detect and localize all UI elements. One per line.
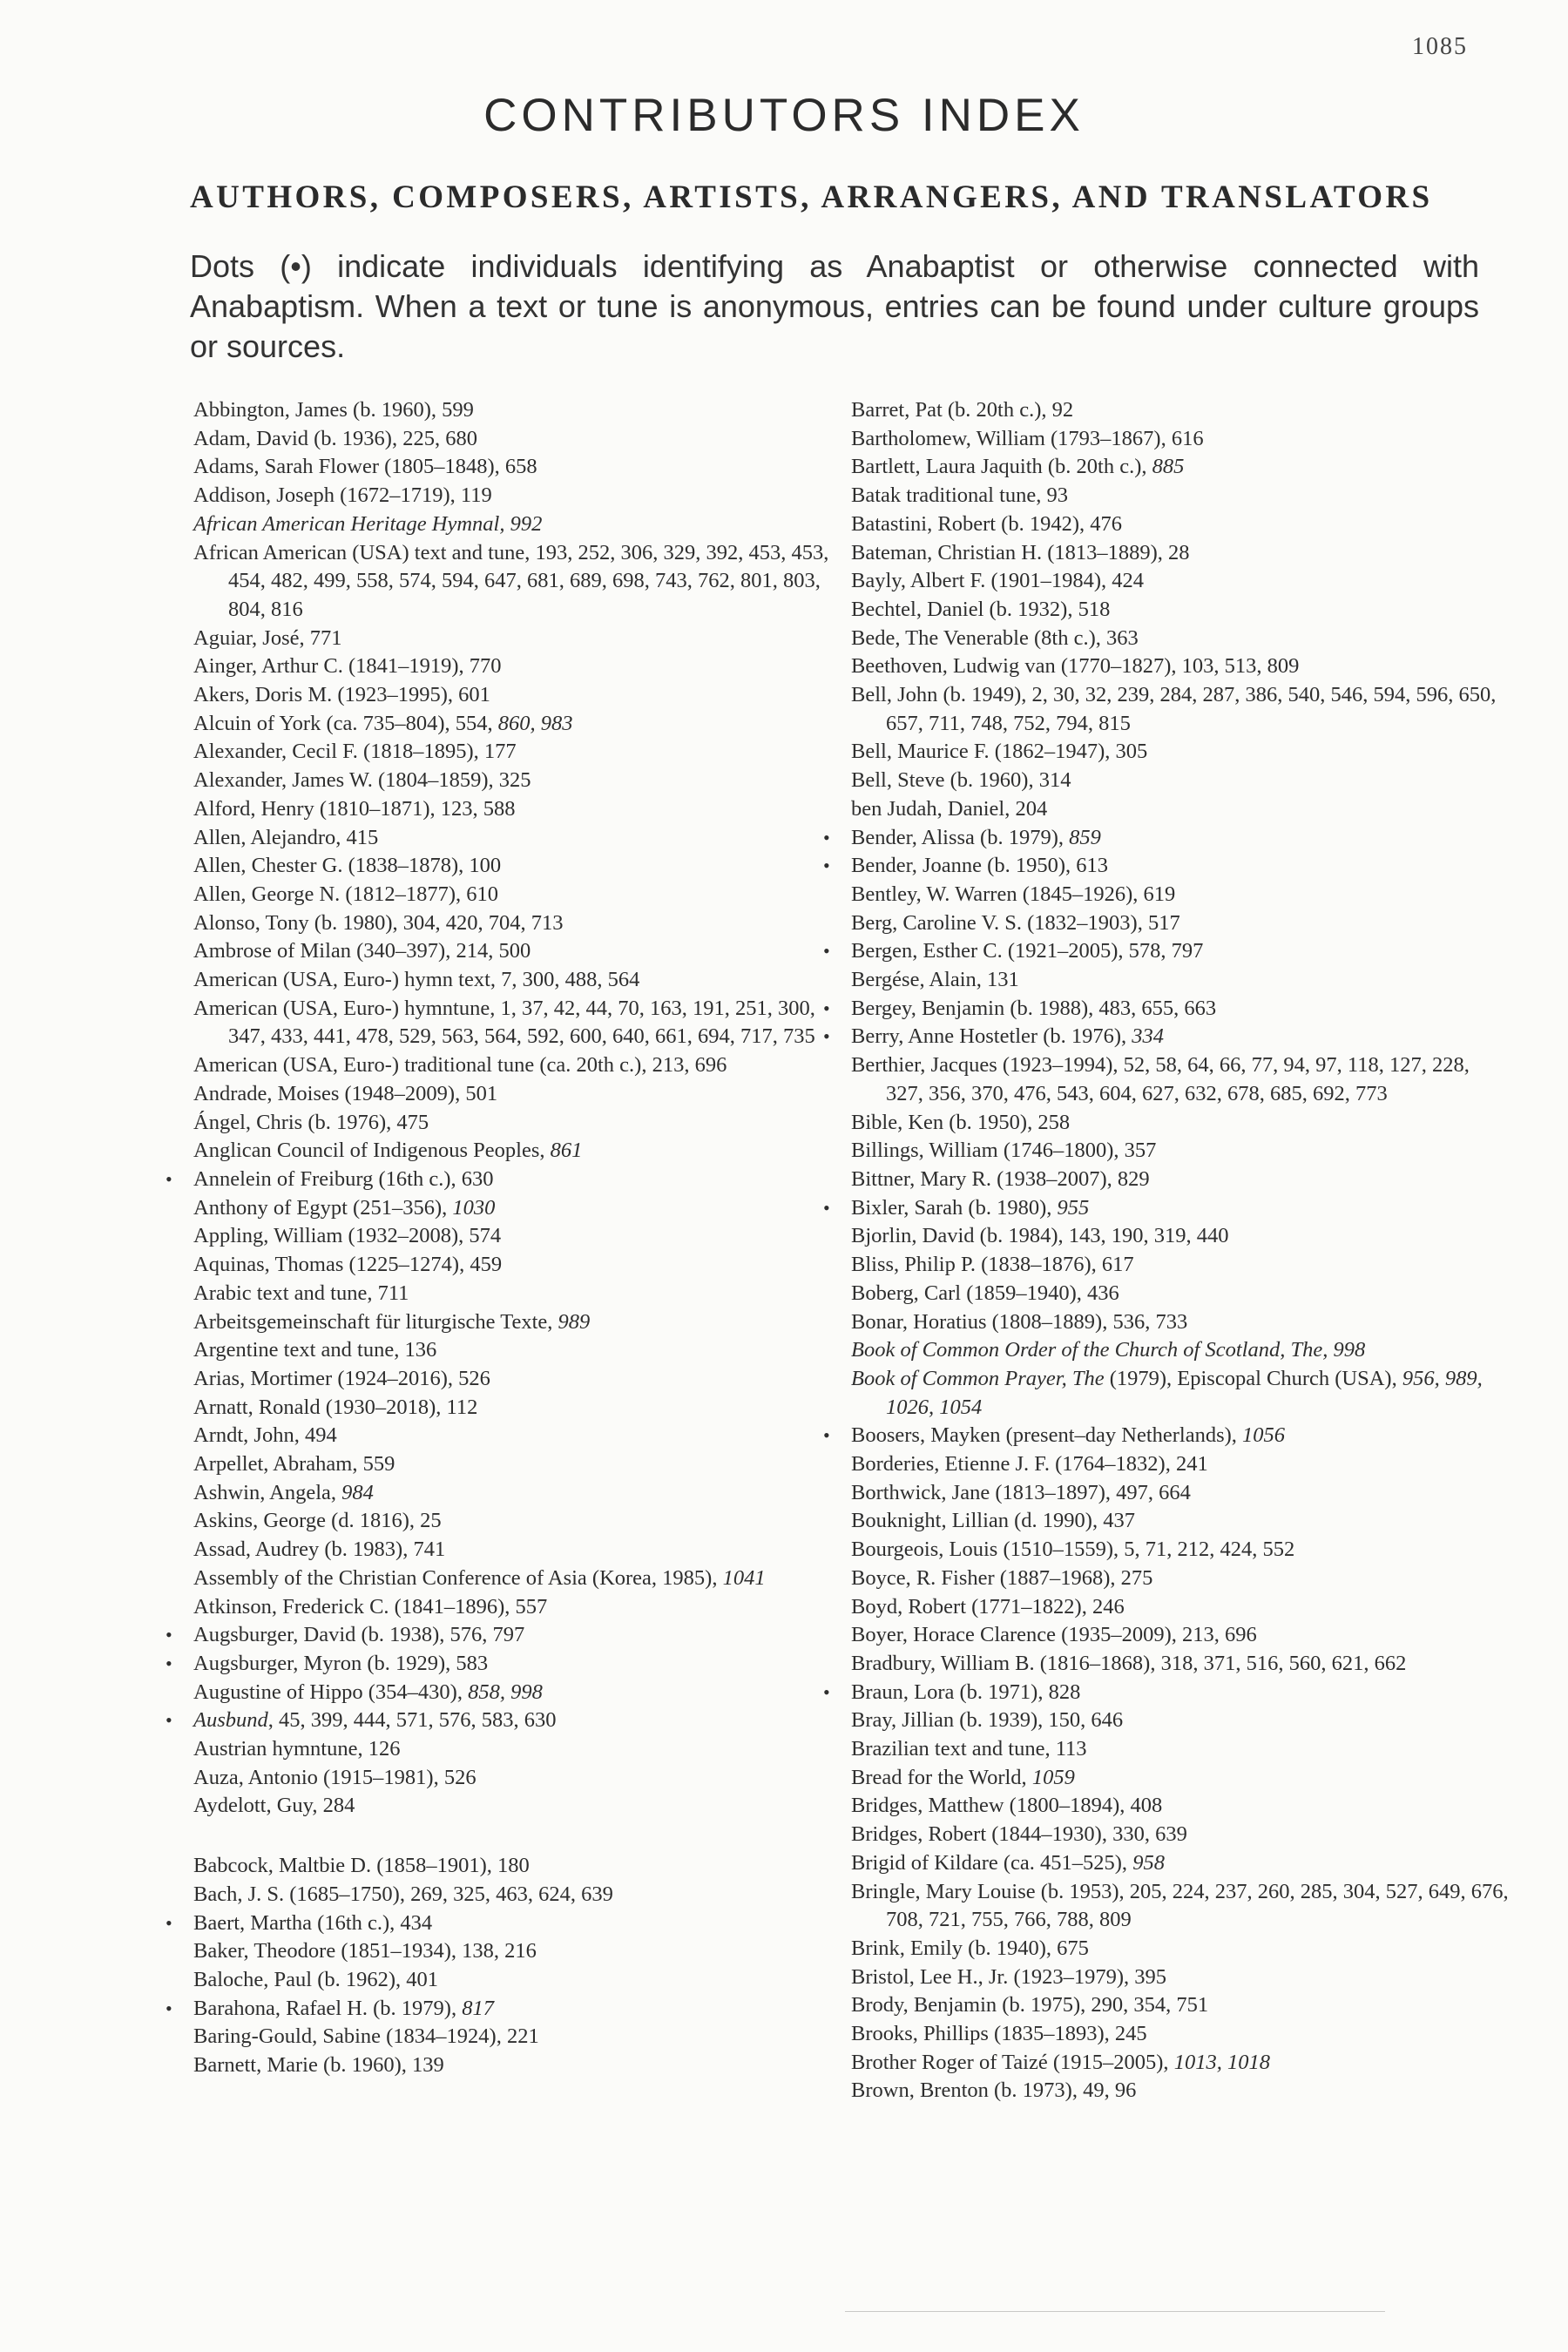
entry-text: Bell, John (b. 1949), 2, 30, 32, 239, 284, 287, 386, 540, 546, 594, 596, 650, 657, 711, 748, 752, 794, 815	[851, 683, 1497, 735]
index-entry	[823, 539, 1511, 568]
entry-text: Boosers, Mayken (present–day Netherlands),	[851, 1423, 1243, 1448]
entry-text: Augsburger, David (b. 1938), 576, 797	[193, 1623, 525, 1647]
entry-text: Ainger, Arthur C. (1841–1919), 770	[193, 654, 502, 679]
entry-text: Bjorlin, David (b. 1984), 143, 190, 319, 440	[851, 1224, 1229, 1248]
entry-page-refs-italic: 885	[1152, 455, 1185, 479]
entry-text: Alford, Henry (1810–1871), 123, 588	[193, 796, 516, 821]
anabaptist-dot-icon: •	[823, 1196, 830, 1219]
index-entry	[823, 1137, 1511, 1166]
entry-text: Baring-Gould, Sabine (1834–1924), 221	[193, 2024, 539, 2049]
entry-text: Baloche, Paul (b. 1962), 401	[193, 1967, 439, 1991]
index-entry	[823, 767, 1511, 795]
anabaptist-dot-icon: •	[166, 1911, 172, 1934]
index-entry	[166, 1308, 854, 1337]
index-entry	[166, 1080, 854, 1109]
index-entry	[166, 1679, 854, 1707]
index-entry	[823, 1450, 1511, 1479]
index-entry	[166, 909, 854, 938]
index-entry	[823, 995, 1511, 1024]
index-entry	[166, 1280, 854, 1308]
index-entry	[823, 1935, 1511, 1963]
index-entry	[166, 1937, 854, 1966]
index-entry	[166, 652, 854, 681]
entry-text: Assad, Audrey (b. 1983), 741	[193, 1538, 446, 1562]
entry-text: Anglican Council of Indigenous Peoples,	[193, 1139, 551, 1163]
entry-text: Boyce, R. Fisher (1887–1968), 275	[851, 1565, 1153, 1590]
entry-text: Bell, Maurice F. (1862–1947), 305	[851, 740, 1148, 764]
index-entry	[166, 539, 854, 625]
entry-text: Andrade, Moises (1948–2009), 501	[193, 1081, 498, 1105]
index-entry	[823, 453, 1511, 482]
entry-text: American (USA, Euro-) traditional tune (ca. 20th c.), 213, 696	[193, 1053, 727, 1078]
entry-text: Arias, Mortimer (1924–2016), 526	[193, 1366, 490, 1390]
anabaptist-dot-icon: •	[166, 1624, 172, 1646]
index-entry	[823, 1679, 1511, 1707]
entry-text: Bender, Alissa (b. 1979),	[851, 825, 1070, 849]
entry-text: Bach, J. S. (1685–1750), 269, 325, 463, 624, 639	[193, 1882, 613, 1906]
index-entry	[166, 1852, 854, 1881]
entry-text: Bergen, Esther C. (1921–2005), 578, 797	[851, 939, 1204, 963]
index-entry	[166, 1707, 854, 1735]
entry-text: Bayly, Albert F. (1901–1984), 424	[851, 569, 1145, 593]
entry-text: Bergése, Alain, 131	[851, 968, 1019, 992]
entry-text: Bittner, Mary R. (1938–2007), 829	[851, 1166, 1150, 1191]
index-entry	[166, 1051, 854, 1080]
entry-text: Appling, William (1932–2008), 574	[193, 1224, 502, 1248]
entry-text: Borderies, Etienne J. F. (1764–1832), 241	[851, 1452, 1208, 1477]
entry-text: African American Heritage Hymnal, 992	[193, 511, 543, 536]
index-entry	[823, 1336, 1511, 1365]
entry-text: Brody, Benjamin (b. 1975), 290, 354, 751	[851, 1993, 1209, 2017]
index-entry	[166, 1650, 854, 1679]
entry-text: Arndt, John, 494	[193, 1423, 337, 1448]
entry-text: Braun, Lora (b. 1971), 828	[851, 1680, 1081, 1704]
index-entry	[823, 425, 1511, 454]
entry-text: Aydelott, Guy, 284	[193, 1794, 355, 1818]
entry-text: Allen, Chester G. (1838–1878), 100	[193, 854, 502, 878]
index-entry	[166, 1336, 854, 1365]
left-index-column	[166, 396, 854, 2080]
index-entry	[166, 1565, 854, 1593]
index-entry	[823, 824, 1511, 853]
entry-text: Bergey, Benjamin (b. 1988), 483, 655, 663	[851, 996, 1217, 1020]
entry-text: Alonso, Tony (b. 1980), 304, 420, 704, 713	[193, 910, 564, 935]
entry-text: Bell, Steve (b. 1960), 314	[851, 768, 1071, 793]
entry-text: Berthier, Jacques (1923–1994), 52, 58, 64, 66, 77, 94, 97, 118, 127, 228, 327, 356, 370, 476, 543, 604, 627, 632, 678, 685, 692, 773	[851, 1053, 1470, 1105]
entry-text: Bartlett, Laura Jaquith (b. 20th c.),	[851, 455, 1152, 479]
anabaptist-dot-icon: •	[823, 997, 830, 1019]
entry-text: Bourgeois, Louis (1510–1559), 5, 71, 212, 424, 552	[851, 1538, 1295, 1562]
entry-text: Bringle, Mary Louise (b. 1953), 205, 224, 237, 260, 285, 304, 527, 649, 676, 708, 721, 755, 766, 788, 809	[851, 1879, 1509, 1932]
entry-text: Batastini, Robert (b. 1942), 476	[851, 511, 1122, 536]
index-entry	[823, 681, 1511, 738]
index-entry	[823, 1051, 1511, 1108]
entry-page-refs-italic: 1059	[1031, 1765, 1075, 1789]
entry-text: Bouknight, Lillian (d. 1990), 437	[851, 1509, 1135, 1533]
index-entry	[823, 795, 1511, 824]
index-entry	[166, 1109, 854, 1138]
page-title: CONTRIBUTORS INDEX	[483, 90, 1085, 141]
index-entry	[166, 1479, 854, 1508]
entry-text: Baert, Martha (16th c.), 434	[193, 1910, 433, 1935]
index-entry	[823, 1222, 1511, 1251]
index-entry	[823, 1280, 1511, 1308]
anabaptist-dot-icon: •	[823, 1025, 830, 1048]
entry-text: Bede, The Venerable (8th c.), 363	[851, 625, 1139, 650]
entry-text: Barnett, Marie (b. 1960), 139	[193, 2053, 444, 2078]
index-entry	[166, 767, 854, 795]
entry-text: Bible, Ken (b. 1950), 258	[851, 1110, 1071, 1134]
index-entry	[166, 1507, 854, 1536]
index-entry	[823, 1707, 1511, 1735]
entry-text: Bonar, Horatius (1808–1889), 536, 733	[851, 1309, 1188, 1334]
index-entry	[166, 1394, 854, 1423]
index-entry	[823, 1792, 1511, 1821]
entry-text: Arbeitsgemeinschaft für liturgische Texte,	[193, 1309, 558, 1334]
entry-text: Bixler, Sarah (b. 1980),	[851, 1195, 1058, 1220]
entry-text: Ambrose of Milan (340–397), 214, 500	[193, 939, 531, 963]
anabaptist-dot-icon: •	[823, 940, 830, 963]
index-entry	[823, 852, 1511, 881]
entry-page-refs-italic: 984	[341, 1480, 374, 1504]
index-entry	[823, 1194, 1511, 1223]
index-entry	[166, 453, 854, 482]
index-entry	[166, 1194, 854, 1223]
index-entry	[166, 1251, 854, 1280]
index-entry	[166, 795, 854, 824]
entry-text: Baker, Theodore (1851–1934), 138, 216	[193, 1939, 537, 1963]
index-entry	[166, 1593, 854, 1622]
entry-text: Billings, William (1746–1800), 357	[851, 1139, 1157, 1163]
entry-text: Akers, Doris M. (1923–1995), 601	[193, 683, 490, 707]
entry-page-refs-italic: 861	[550, 1139, 583, 1163]
index-entry	[166, 995, 854, 1051]
index-entry	[823, 482, 1511, 510]
entry-text: Barahona, Rafael H. (b. 1979),	[193, 1996, 463, 2020]
index-entry	[823, 1536, 1511, 1565]
entry-page-refs-italic: 1013, 1018	[1173, 2050, 1270, 2074]
anabaptist-dot-icon: •	[166, 1167, 172, 1190]
entry-text: American (USA, Euro-) hymntune, 1, 37, 42, 44, 70, 163, 191, 251, 300, 347, 433, 441, 478, 529, 563, 564, 592, 600, 640, 661, 694, 717, 735	[193, 996, 815, 1049]
index-entry	[823, 510, 1511, 539]
index-entry	[166, 1422, 854, 1450]
index-entry	[166, 1621, 854, 1650]
entry-text: Barret, Pat (b. 20th c.), 92	[851, 398, 1074, 422]
index-entry	[823, 1109, 1511, 1138]
entry-text: Berg, Caroline V. S. (1832–1903), 517	[851, 910, 1180, 935]
index-entry	[166, 1137, 854, 1166]
entry-text: Brown, Brenton (b. 1973), 49, 96	[851, 2078, 1137, 2103]
entry-text: Bray, Jillian (b. 1939), 150, 646	[851, 1708, 1124, 1733]
index-entry	[823, 2077, 1511, 2105]
index-entry	[823, 1422, 1511, 1450]
entry-text: Alexander, James W. (1804–1859), 325	[193, 768, 531, 793]
entry-text: Auza, Antonio (1915–1981), 526	[193, 1765, 476, 1789]
entry-text: Bechtel, Daniel (b. 1932), 518	[851, 597, 1111, 621]
index-entry	[823, 1251, 1511, 1280]
anabaptist-dot-icon: •	[166, 1709, 172, 1732]
index-entry	[166, 1995, 854, 2024]
index-entry	[166, 852, 854, 881]
index-entry	[823, 1621, 1511, 1650]
index-entry	[823, 738, 1511, 767]
index-entry	[823, 396, 1511, 425]
entry-text: Bentley, W. Warren (1845–1926), 619	[851, 882, 1176, 906]
entry-text: Addison, Joseph (1672–1719), 119	[193, 483, 492, 508]
anabaptist-dot-icon: •	[166, 1652, 172, 1674]
entry-page-refs-italic: 1030	[452, 1195, 496, 1220]
entry-text: Brooks, Phillips (1835–1893), 245	[851, 2022, 1147, 2046]
entry-text: Bristol, Lee H., Jr. (1923–1979), 395	[851, 1964, 1167, 1989]
index-entry	[823, 1507, 1511, 1536]
anabaptist-dot-icon: •	[823, 1424, 830, 1447]
index-entry	[823, 652, 1511, 681]
index-entry	[166, 681, 854, 710]
entry-text: Adams, Sarah Flower (1805–1848), 658	[193, 455, 537, 479]
entry-text: Aquinas, Thomas (1225–1274), 459	[193, 1253, 503, 1277]
index-entry	[166, 966, 854, 995]
entry-text: Boyer, Horace Clarence (1935–2009), 213, 696	[851, 1623, 1257, 1647]
index-entry	[166, 1222, 854, 1251]
index-entry	[823, 2020, 1511, 2049]
index-entry	[823, 567, 1511, 596]
entry-text: Arabic text and tune, 711	[193, 1281, 409, 1305]
entry-page-refs-italic: 958	[1132, 1850, 1165, 1875]
entry-text: Arpellet, Abraham, 559	[193, 1452, 395, 1477]
intro-paragraph: Dots (•) indicate individuals identifying as Anabaptist or otherwise connected with Anabaptism. When a text or tune is anonymous, entries can be found under culture groups or sources.	[190, 248, 1479, 364]
entry-page-refs-italic: 1041	[722, 1565, 766, 1590]
index-entry	[166, 2051, 854, 2080]
index-entry	[823, 1764, 1511, 1793]
index-entry	[823, 1991, 1511, 2020]
entry-text: Allen, Alejandro, 415	[193, 825, 379, 849]
anabaptist-dot-icon: •	[166, 1997, 172, 2019]
entry-page-refs-italic: 955	[1057, 1195, 1090, 1220]
anabaptist-dot-icon: •	[823, 826, 830, 848]
entry-text: Askins, George (d. 1816), 25	[193, 1509, 442, 1533]
index-entry	[823, 1479, 1511, 1508]
index-entry	[823, 1735, 1511, 1764]
page-number: 1085	[1412, 33, 1468, 60]
entry-text: African American (USA) text and tune, 193, 252, 306, 329, 392, 453, 453, 454, 482, 499, 558, 574, 594, 647, 681, 689, 698, 743, 762, 801, 803, 804, 816	[193, 540, 829, 621]
entry-text: Bartholomew, William (1793–1867), 616	[851, 426, 1204, 450]
entry-text: Alcuin of York (ca. 735–804), 554,	[193, 711, 498, 735]
entry-text: Argentine text and tune, 136	[193, 1338, 437, 1362]
entry-text: Adam, David (b. 1936), 225, 680	[193, 426, 477, 450]
entry-text: Aguiar, José, 771	[193, 625, 342, 650]
index-entry	[823, 1849, 1511, 1878]
entry-text: Bread for the World,	[851, 1765, 1032, 1789]
index-entry	[823, 1565, 1511, 1593]
index-entry	[823, 1593, 1511, 1622]
index-entry	[166, 738, 854, 767]
entry-text: Bridges, Robert (1844–1930), 330, 639	[851, 1822, 1187, 1847]
entry-page-refs-italic: 859	[1069, 825, 1101, 849]
index-entry	[166, 625, 854, 653]
entry-text: Bridges, Matthew (1800–1894), 408	[851, 1794, 1163, 1818]
entry-text: Bender, Joanne (b. 1950), 613	[851, 854, 1108, 878]
entry-text: Boberg, Carl (1859–1940), 436	[851, 1281, 1119, 1305]
index-entry	[823, 1878, 1511, 1935]
entry-text: Borthwick, Jane (1813–1897), 497, 664	[851, 1480, 1191, 1504]
entry-text: Augsburger, Myron (b. 1929), 583	[193, 1651, 489, 1675]
index-entry	[166, 824, 854, 853]
anabaptist-dot-icon: •	[823, 1680, 830, 1703]
entry-text: Bradbury, William B. (1816–1868), 318, 371, 516, 560, 621, 662	[851, 1651, 1407, 1675]
index-entry	[166, 1792, 854, 1821]
entry-text: Babcock, Maltbie D. (1858–1901), 180	[193, 1854, 530, 1878]
index-entry	[823, 596, 1511, 625]
entry-text: Book of Common Order of the Church of Scotland, The, 998	[851, 1338, 1366, 1362]
index-entry	[166, 937, 854, 966]
anabaptist-dot-icon: •	[823, 855, 830, 877]
index-entry	[166, 1764, 854, 1793]
index-entry	[823, 1650, 1511, 1679]
index-entry	[823, 1963, 1511, 1992]
entry-text: Ángel, Chris (b. 1976), 475	[193, 1110, 429, 1134]
index-entry	[166, 425, 854, 454]
entry-page-refs-italic: 989	[558, 1309, 591, 1334]
entry-text: Brazilian text and tune, 113	[851, 1737, 1087, 1761]
entry-text: Ashwin, Angela,	[193, 1480, 342, 1504]
entry-text: Berry, Anne Hostetler (b. 1976),	[851, 1024, 1132, 1049]
entry-text: Allen, George N. (1812–1877), 610	[193, 882, 498, 906]
entry-text: Assembly of the Christian Conference of Asia (Korea, 1985),	[193, 1565, 723, 1590]
index-entry	[823, 966, 1511, 995]
entry-page-refs-italic: 858, 998	[468, 1680, 543, 1704]
entry-text: Brother Roger of Taizé (1915–2005),	[851, 2050, 1174, 2074]
entry-page-refs-italic: 817	[462, 1996, 494, 2020]
entry-page-refs-italic: 334	[1132, 1024, 1165, 1049]
entry-text: Ausbund	[193, 1708, 268, 1733]
entry-text: Austrian hymntune, 126	[193, 1737, 401, 1761]
index-entry	[166, 710, 854, 739]
entry-page-refs-italic: 860, 983	[497, 711, 573, 735]
entry-text: Atkinson, Frederick C. (1841–1896), 557	[193, 1594, 548, 1619]
entry-text: Batak traditional tune, 93	[851, 483, 1069, 508]
index-entry	[166, 396, 854, 425]
entry-page-refs-italic: 956, 989, 1026, 1054	[886, 1366, 1483, 1419]
index-entry	[823, 909, 1511, 938]
entry-text: Alexander, Cecil F. (1818–1895), 177	[193, 740, 517, 764]
entry-page-refs-italic: 1056	[1242, 1423, 1286, 1448]
index-entry	[166, 1536, 854, 1565]
index-entry	[166, 1881, 854, 1909]
index-entry	[166, 1365, 854, 1394]
entry-text: Brigid of Kildare (ca. 451–525),	[851, 1850, 1133, 1875]
index-entry	[166, 1735, 854, 1764]
index-entry	[823, 1023, 1511, 1051]
entry-text: Book of Common Prayer, The	[851, 1366, 1105, 1390]
entry-text: American (USA, Euro-) hymn text, 7, 300, 488, 564	[193, 968, 640, 992]
entry-text: Annelein of Freiburg (16th c.), 630	[193, 1166, 494, 1191]
index-entry	[823, 2049, 1511, 2078]
index-entry	[166, 482, 854, 510]
entry-text: Anthony of Egypt (251–356),	[193, 1195, 453, 1220]
index-entry	[166, 1909, 854, 1938]
index-entry	[823, 1365, 1511, 1422]
index-entry	[823, 881, 1511, 909]
entry-text: Abbington, James (b. 1960), 599	[193, 398, 474, 422]
entry-text: ben Judah, Daniel, 204	[851, 796, 1048, 821]
entry-text: Boyd, Robert (1771–1822), 246	[851, 1594, 1125, 1619]
index-entry	[166, 1166, 854, 1194]
index-entry	[823, 625, 1511, 653]
index-entry	[166, 881, 854, 909]
entry-text: Beethoven, Ludwig van (1770–1827), 103, 513, 809	[851, 654, 1300, 679]
bottom-rule	[845, 2311, 1385, 2312]
right-index-column	[823, 396, 1511, 2105]
entry-text-rest: , 45, 399, 444, 571, 576, 583, 630	[267, 1708, 557, 1733]
index-entry	[823, 937, 1511, 966]
index-entry	[823, 1166, 1511, 1194]
entry-text: Arnatt, Ronald (1930–2018), 112	[193, 1395, 478, 1419]
entry-gap	[166, 1821, 854, 1852]
entry-text: Brink, Emily (b. 1940), 675	[851, 1936, 1089, 1960]
index-entry	[166, 2023, 854, 2051]
index-entry	[166, 1966, 854, 1995]
index-entry	[166, 510, 854, 539]
index-entry	[166, 1450, 854, 1479]
section-heading: AUTHORS, COMPOSERS, ARTISTS, ARRANGERS, AND TRANSLATORS	[190, 179, 1433, 215]
entry-text: Bliss, Philip P. (1838–1876), 617	[851, 1253, 1134, 1277]
index-entry	[823, 1308, 1511, 1337]
entry-text: Augustine of Hippo (354–430),	[193, 1680, 469, 1704]
index-entry	[823, 1821, 1511, 1849]
entry-text-rest: (1979), Episcopal Church (USA),	[1104, 1366, 1402, 1390]
entry-text: Bateman, Christian H. (1813–1889), 28	[851, 540, 1190, 564]
